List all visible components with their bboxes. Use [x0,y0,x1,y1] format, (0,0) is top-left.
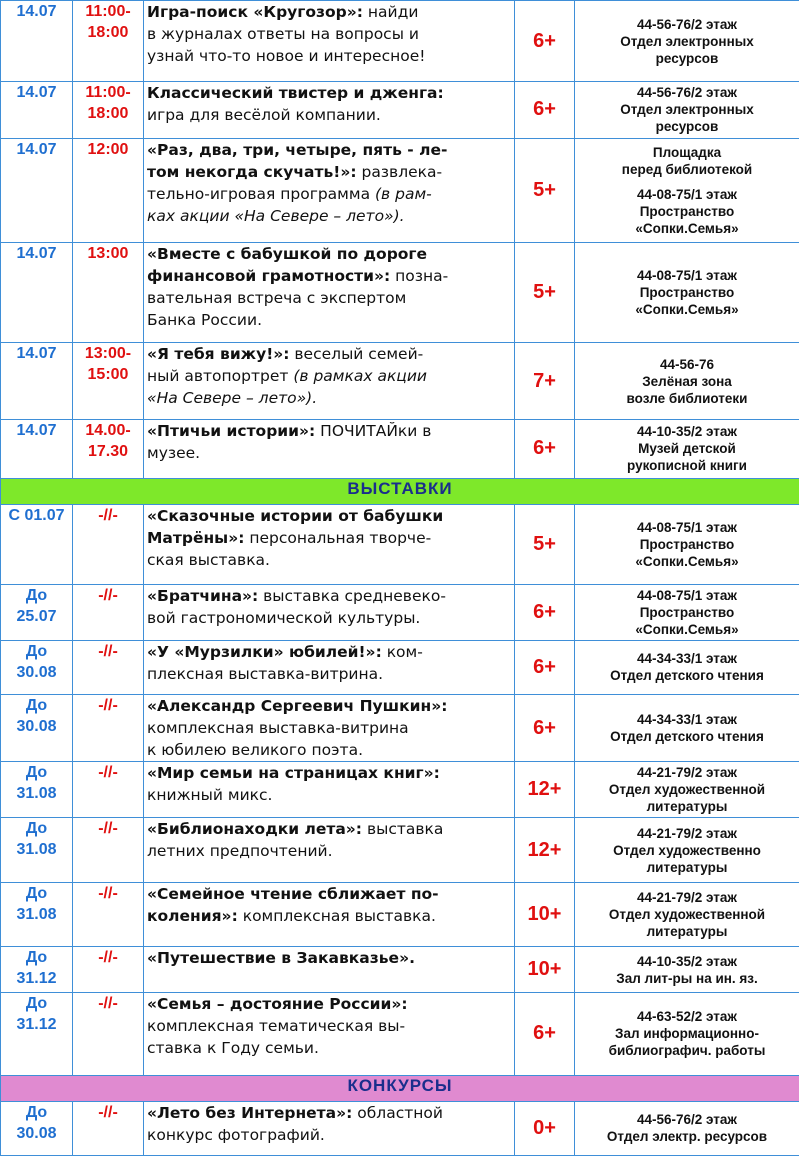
event-time: -//- [73,947,144,993]
event-time: -//- [73,882,144,946]
event-title: «Братчина»: [147,586,259,605]
event-date: 14.07 [1,138,73,242]
location-line: 44-21-79/2 этаж [636,825,738,841]
event-location [575,419,799,478]
event-location [575,694,799,761]
event-row [1,1,799,82]
location-line: 44-56-76/2 этаж [636,1112,738,1128]
event-description [144,762,515,818]
location-line: «Сопки.Семья» [635,553,739,569]
age-rating: 5+ [515,505,575,584]
event-row [1,694,799,761]
event-text: областной конкурс фотографий. [147,1103,443,1144]
event-row [1,343,799,419]
event-row [1,993,799,1075]
event-text: развлека- тельно-игровая программа [147,162,443,203]
event-description [144,243,515,343]
location-line: 44-21-79/2 этаж [636,765,738,781]
location-line: Отдел детского чтения [610,729,764,745]
location-line: перед библиотекой [621,161,753,177]
location-line: «Сопки.Семья» [635,302,739,318]
location-line: возле библиотеки [626,390,748,406]
event-location [575,947,799,993]
age-rating: 10+ [515,882,575,946]
location-line: Зелёная зона [642,373,732,389]
event-row [1,138,799,242]
location-line: Отдел художественно [613,842,761,858]
event-location [575,343,799,419]
location-line: Музей детской [638,441,736,457]
event-time: 12:00 [73,138,144,242]
location-line: 44-21-79/2 этаж [636,889,738,905]
event-location [575,82,799,138]
event-time: -//- [73,505,144,584]
age-rating: 5+ [515,243,575,343]
event-row [1,419,799,478]
age-rating: 6+ [515,640,575,694]
event-row [1,1101,799,1155]
location-line: 44-34-33/1 этаж [636,712,738,728]
event-text: персональная творче- ская выставка. [147,529,432,570]
location-line: Отдел художественной [608,906,766,922]
event-description [144,694,515,761]
event-text: найди в журналах ответы на вопросы и узнай что-то новое и интересное! [147,3,426,65]
event-text: игра для весёлой компании. [147,106,381,125]
event-text: веселый семей- ный автопортрет [147,345,424,386]
event-note: (в рамках акции «На Севере – лето»). [147,367,428,408]
location-line: 44-56-76/2 этаж [636,16,738,32]
event-location [575,640,799,694]
event-time: 11:00- 18:00 [73,82,144,138]
event-location [575,584,799,640]
event-row [1,762,799,818]
location-line: Отдел электронных [620,102,754,118]
event-location [575,1,799,82]
event-time: 13:00 [73,243,144,343]
event-time: 14.00- 17.30 [73,419,144,478]
age-rating: 0+ [515,1101,575,1155]
event-description [144,505,515,584]
location-line: Зал информационно- [615,1026,759,1042]
event-date: 14.07 [1,343,73,419]
event-location [575,818,799,882]
section-exhibitions-title: ВЫСТАВКИ [1,479,799,505]
age-rating: 6+ [515,584,575,640]
event-title: «Раз, два, три, четыре, пять - ле- том некогда скучать!»: [147,140,448,181]
event-title: «Мир семьи на страницах книг»: [147,764,440,783]
event-date: 14.07 [1,419,73,478]
location-line: 44-08-75/1 этаж [636,186,738,202]
event-text: позна- вательная встреча с экспертом Банка России. [147,267,449,330]
event-text: ком- плексная выставка-витрина. [147,642,423,683]
event-time: -//- [73,584,144,640]
event-description [144,640,515,694]
event-description [144,138,515,242]
event-time: -//- [73,640,144,694]
event-description [144,947,515,993]
event-description [144,993,515,1075]
event-description [144,882,515,946]
location-line: Отдел электронных [620,33,754,49]
location-line: литературы [646,923,728,939]
event-date: До 25.07 [1,584,73,640]
location-line: Пространство [639,285,735,301]
event-text: выставка летних предпочтений. [147,820,444,861]
location-line: 44-56-76 [659,356,715,372]
location-line: 44-10-35/2 этаж [636,424,738,440]
location-line: 44-34-33/1 этаж [636,651,738,667]
event-date: 14.07 [1,82,73,138]
location-line: 44-10-35/2 этаж [636,953,738,969]
event-note: (в рам- ках акции «На Севере – лето»). [147,184,432,225]
event-date: До 31.08 [1,882,73,946]
age-rating: 6+ [515,694,575,761]
event-description [144,419,515,478]
event-time: -//- [73,762,144,818]
location-line: ресурсов [655,119,719,135]
event-date: С 01.07 [1,505,73,584]
event-location [575,882,799,946]
event-location [575,762,799,818]
location-line: Пространство [639,604,735,620]
age-rating: 5+ [515,138,575,242]
event-date: До 31.12 [1,947,73,993]
event-row [1,243,799,343]
age-rating: 6+ [515,993,575,1075]
event-title: «Семья – достояние России»: [147,995,408,1014]
event-date: До 31.12 [1,993,73,1075]
location-line: рукописной книги [627,458,747,474]
event-location [575,138,799,242]
event-text: комплексная тематическая вы- ставка к Году семьи. [147,1017,406,1058]
event-time: -//- [73,993,144,1075]
event-row [1,640,799,694]
event-date: До 31.08 [1,818,73,882]
location-line: Зал лит-ры на ин. яз. [616,970,758,986]
event-date: До 31.08 [1,762,73,818]
event-time: 11:00- 18:00 [73,1,144,82]
location-line: «Сопки.Семья» [635,220,739,236]
event-date: 14.07 [1,1,73,82]
event-title: Классический твистер и дженга: [147,84,444,103]
event-date: До 30.08 [1,694,73,761]
age-rating: 6+ [515,1,575,82]
location-line: «Сопки.Семья» [635,621,739,637]
event-title: «У «Мурзилки» юбилей!»: [147,642,382,661]
location-line: 44-56-76/2 этаж [636,85,738,101]
event-title: «Я тебя вижу!»: [147,345,290,364]
location-line: ресурсов [655,50,719,66]
location-line: 44-08-75/1 этаж [636,587,738,603]
event-date: До 30.08 [1,1101,73,1155]
age-rating: 7+ [515,343,575,419]
location-line: 44-08-75/1 этаж [636,268,738,284]
event-time: 13:00- 15:00 [73,343,144,419]
event-location [575,1101,799,1155]
location-line [578,178,796,186]
location-line: Пространство [639,536,735,552]
event-time: -//- [73,818,144,882]
event-title: «Библионаходки лета»: [147,820,363,839]
event-title: «Вместе с бабушкой по дороге финансовой грамотности»: [147,245,428,286]
location-line: литературы [646,859,728,875]
section-contests-row [1,1075,799,1101]
event-description [144,818,515,882]
event-title: «Сказочные истории от бабушки Матрёны»: [147,507,444,548]
event-text: выставка средневеко- вой гастрономической культуры. [147,586,446,627]
location-line: Отдел электр. ресурсов [606,1129,768,1145]
event-title: «Путешествие в Закавказье». [147,949,415,968]
event-description [144,82,515,138]
event-text: ПОЧИТАЙки в музее. [147,421,432,462]
event-description [144,584,515,640]
age-rating: 12+ [515,762,575,818]
event-date: До 30.08 [1,640,73,694]
event-date: 14.07 [1,243,73,343]
age-rating: 6+ [515,82,575,138]
event-row [1,505,799,584]
location-line: литературы [646,799,728,815]
event-location [575,243,799,343]
location-line: 44-63-52/2 этаж [636,1009,738,1025]
section-contests-title: КОНКУРСЫ [1,1075,799,1101]
location-line: 44-08-75/1 этаж [636,519,738,535]
event-text: комплексная выставка. [237,906,436,925]
event-time: -//- [73,694,144,761]
event-text: книжный микс. [147,786,273,805]
section-exhibitions-row [1,479,799,505]
age-rating: 10+ [515,947,575,993]
event-title: «Лето без Интернета»: [147,1103,353,1122]
event-title: Игра-поиск «Кругозор»: [147,3,363,21]
event-text: комплексная выставка-витрина к юбилею великого поэта. [147,718,409,759]
age-rating: 12+ [515,818,575,882]
location-line: Пространство [639,203,735,219]
location-line: библиографич. работы [608,1043,766,1059]
event-row [1,584,799,640]
age-rating: 6+ [515,419,575,478]
event-row [1,947,799,993]
event-location [575,505,799,584]
event-title: «Семейное чтение сближает по- коления»: [147,884,439,925]
event-description [144,343,515,419]
event-description [144,1101,515,1155]
event-row [1,82,799,138]
event-row [1,882,799,946]
location-line: Отдел художественной [608,782,766,798]
event-description [144,1,515,82]
location-line: Отдел детского чтения [610,668,764,684]
location-line: Площадка [652,144,722,160]
event-row [1,818,799,882]
event-title: «Птичьи истории»: [147,421,316,440]
event-location [575,993,799,1075]
event-title: «Александр Сергеевич Пушкин»: [147,696,448,715]
event-time: -//- [73,1101,144,1155]
